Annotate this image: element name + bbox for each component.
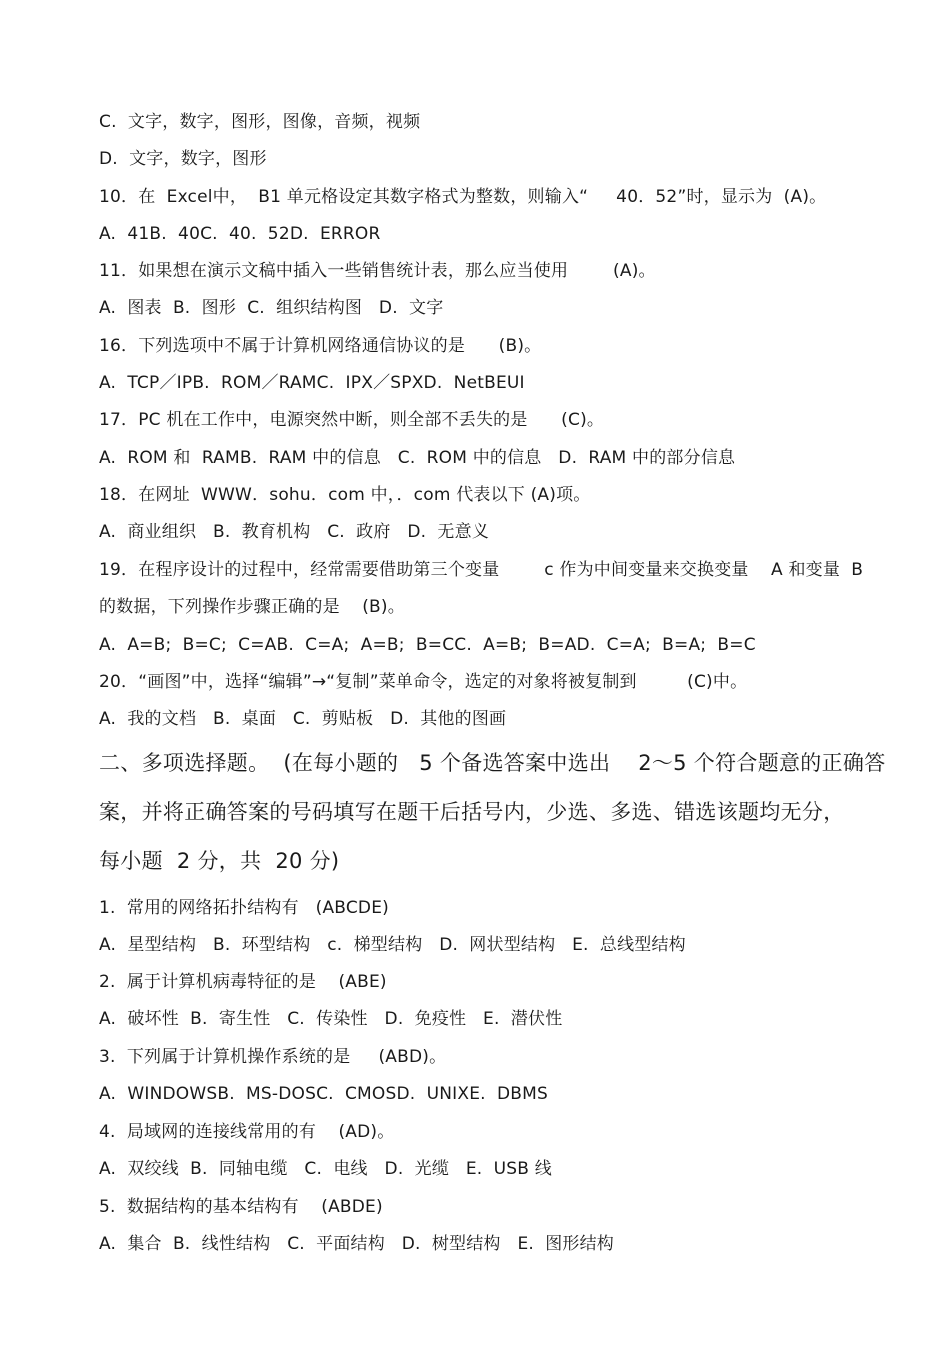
option-line: A. 双绞线 B. 同轴电缆 C. 电线 D. 光缆 E. USB 线 [99, 1159, 552, 1179]
option-line: A. ROM 和 RAMB. RAM 中的信息 C. ROM 中的信息 D. RAM 中的部分信息 [99, 448, 736, 468]
option-line: A. 星型结构 B. 环型结构 c. 梯型结构 D. 网状型结构 E. 总线型结构 [99, 935, 686, 955]
question-line: 16．下列选项中不属于计算机网络通信协议的是 (B)。 [99, 336, 542, 356]
question-line: 18．在网址 WWW．sohu．com 中，．com 代表以下 (A)项。 [99, 485, 591, 505]
question-line: 17．PC 机在工作中，电源突然中断，则全部不丢失的是 (C)。 [99, 410, 605, 430]
question-line: 4. 局域网的连接线常用的有 (AD)。 [99, 1122, 395, 1142]
question-line: 5. 数据结构的基本结构有 (ABDE) [99, 1197, 383, 1217]
question-line-continued: 的数据，下列操作步骤正确的是 (B)。 [99, 597, 405, 617]
option-line: A. TCP／IPB. ROM／RAMC. IPX／SPXD. NetBEUI [99, 373, 525, 393]
option-line: A. 41B. 40C. 40. 52D. ERROR [99, 224, 381, 244]
question-line: 11．如果想在演示文稿中插入一些销售统计表，那么应当使用 (A)。 [99, 261, 656, 281]
question-line: 3. 下列属于计算机操作系统的是 (ABD)。 [99, 1047, 447, 1067]
option-line: A. 图表 B. 图形 C. 组织结构图 D. 文字 [99, 298, 444, 318]
question-line: 2. 属于计算机病毒特征的是 (ABE) [99, 972, 387, 992]
option-line: A. 我的文档 B. 桌面 C. 剪贴板 D. 其他的图画 [99, 709, 507, 729]
option-line: A. 破坏性 B. 寄生性 C. 传染性 D. 免疫性 E. 潜伏性 [99, 1009, 563, 1029]
question-line: 1. 常用的网络拓扑结构有 (ABCDE) [99, 898, 389, 918]
option-line: D. 文字，数字，图形 [99, 149, 267, 169]
option-line: A. A=B; B=C; C=AB. C=A; A=B; B=CC. A=B; B=AD. C=A; B=A; B=C [99, 635, 756, 655]
section-heading: 案，并将正确答案的号码填写在题干后括号内，少选、多选、错选该题均无分， [99, 800, 845, 824]
question-line: 10．在 Excel中， B1 单元格设定其数字格式为整数，则输入“ 40．52”时，显示为 (A)。 [99, 187, 827, 207]
question-line: 19．在程序设计的过程中，经常需要借助第三个变量 c 作为中间变量来交换变量 A 和变量 B [99, 560, 864, 580]
option-line: A. 集合 B. 线性结构 C. 平面结构 D. 树型结构 E. 图形结构 [99, 1234, 614, 1254]
option-line: A. WINDOWSB. MS-DOSC. CMOSD. UNIXE. DBMS [99, 1084, 548, 1104]
section-heading: 二、多项选择题。 (在每小题的 5 个备选答案中选出 2～5 个符合题意的正确答 [99, 751, 886, 775]
option-line: C. 文字，数字，图形，图像，音频，视频 [99, 112, 421, 132]
question-line: 20．“画图”中，选择“编辑”→“复制”菜单命令，选定的对象将被复制到 (C)中。 [99, 672, 748, 692]
section-heading: 每小题 2 分，共 20 分) [99, 849, 340, 873]
option-line: A. 商业组织 B. 教育机构 C. 政府 D. 无意义 [99, 522, 490, 542]
